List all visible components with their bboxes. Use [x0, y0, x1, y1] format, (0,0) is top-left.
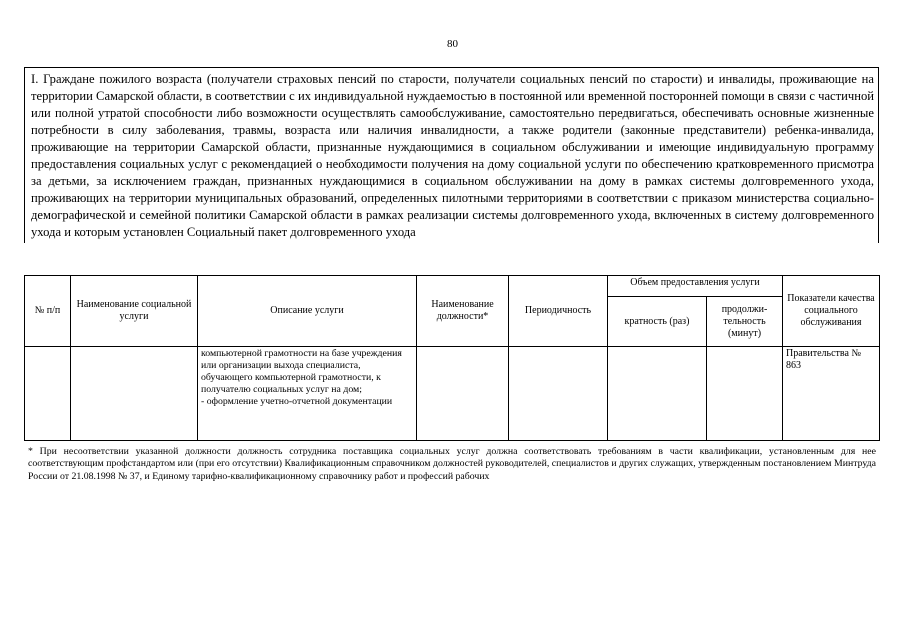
header-num: № п/п [25, 276, 71, 347]
services-table [24, 275, 880, 441]
header-multiplicity: кратность (раз) [608, 297, 707, 347]
cell-periodicity [509, 347, 608, 441]
cell-num [25, 347, 71, 441]
cell-duration [707, 347, 783, 441]
section-title: I. Граждане пожилого возраста (получатели страховых пенсий по старости, получатели социальных пенсий по старости) и инвалиды, проживающие на территории Самарской области, в соответствии с их индивидуальной нуждаемостью в постоянной или временной посторонней помощи в связи с частичной или полной утратой способности либо возможности осуществлять самообслуживание, самостоятельно передвигаться, обеспечивать основные жизненные потребности в силу заболевания, травмы, возраста или наличия инвалидности, а также родители (законные представители) ребенка-инвалида, проживающие на территории Самарской области, признанные нуждающимися в социальном обслуживании и имеющие индивидуальную программу предоставления социальных услуг с рекомендацией о необходимости получения на дому социальной услуги по обеспечению кратковременного присмотра за детьми, за исключением граждан, признанных нуждающимися в социальном обслуживании на дому в рамках системы долговременного ухода, проживающих на территории муниципальных образований, определенных пилотными территориями в соответствии с приказом министерства социально-демографической и семейной политики Самарской области в рамках реализации системы долговременного ухода, включенных в систему долговременного ухода и которым установлен Социальный пакет долговременного ухода [24, 67, 879, 243]
header-description: Описание услуги [198, 276, 417, 347]
header-service-name: Наименование социальной услуги [71, 276, 198, 347]
header-periodicity: Периодичность [509, 276, 608, 347]
header-quality: Показатели качества социального обслуживания [783, 276, 880, 347]
footnote: * При несоответствии указанной должности должность сотрудника поставщика социальных услуг должна соответствовать требованиям в части квалификации, установленным для нее соответствующим профстандартом или (при его отсутствии) Квалификационным справочником должностей руководителей, специалистов и других служащих, утвержденным постановлением Минтруда России от 21.08.1998 № 37, и Единому тарифно-квалификационному справочнику работ и профессий рабочих [28, 446, 876, 482]
header-position: Наименование должности* [417, 276, 509, 347]
header-duration: продолжи-тельность (минут) [707, 297, 783, 347]
header-volume: Объем предоставления услуги [608, 276, 783, 297]
cell-quality: Правительства № 863 [783, 347, 880, 441]
table-row [25, 347, 880, 441]
page-number: 80 [447, 38, 458, 50]
cell-description: компьютерной грамотности на базе учреждения или организации выхода специалиста, обучающего компьютерной грамотности, к получателю социальных услуг на дом; - оформление учетно-отчетной документации [198, 347, 417, 441]
cell-service-name [71, 347, 198, 441]
cell-position [417, 347, 509, 441]
cell-multiplicity [608, 347, 707, 441]
